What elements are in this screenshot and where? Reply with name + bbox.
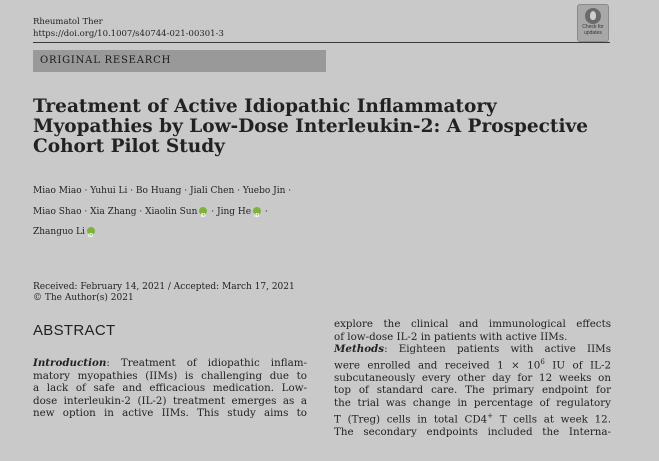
authors-line-2c: · <box>262 206 268 217</box>
methods-label: Methods <box>334 343 385 356</box>
abstract-line: of low-dose IL-2 in patients with active IIMs. <box>334 330 568 343</box>
superscript: 6 <box>540 357 545 366</box>
abstract-line: subcutaneously every other day for 12 weeks on <box>334 371 611 384</box>
abstract-line: top of standard care. The primary endpoint for <box>334 384 611 397</box>
orcid-icon[interactable] <box>199 207 207 215</box>
title-line-1: Treatment of Active Idiopathic Inflammatory <box>33 96 497 117</box>
line-text: T cells at week 12. <box>493 413 611 425</box>
check-for-updates-badge[interactable] <box>577 4 609 42</box>
article-type-banner: ORIGINAL RESEARCH <box>33 50 326 72</box>
abstract-line: the trial was change in percentage of regulatory <box>334 396 611 409</box>
badge-line2: updates <box>584 29 602 36</box>
title-line-3: Cohort Pilot Study <box>33 136 225 157</box>
line-text: : Treatment of idiopathic inflam- <box>106 357 307 369</box>
abstract-line <box>334 356 611 372</box>
line-text: IU of IL-2 <box>544 359 611 372</box>
line-text: were enrolled and received 1 × 10 <box>334 359 541 372</box>
authors-line-2 <box>33 202 373 223</box>
journal-header <box>33 16 224 40</box>
authors-line-1: Miao Miao · Yuhui Li · Bo Huang · Jiali Chen · Yuebo Jin · <box>33 186 292 196</box>
authors-line-2b: · Jing He <box>208 206 252 217</box>
copyright: © The Author(s) 2021 <box>33 292 134 303</box>
title-line-2: Myopathies by Low-Dose Interleukin-2: A Prospective <box>33 116 589 137</box>
abstract-line: The secondary endpoints included the Interna- <box>334 425 611 438</box>
abstract-line <box>334 343 611 356</box>
author-list <box>33 181 373 243</box>
received-accepted: Received: February 14, 2021 / Accepted: March 17, 2021 <box>33 282 295 292</box>
orcid-icon[interactable] <box>253 207 261 215</box>
superscript: + <box>487 411 493 420</box>
header-divider <box>33 42 610 43</box>
abstract-line <box>334 410 611 426</box>
abstract-column-1 <box>33 357 307 420</box>
article-title <box>33 97 593 157</box>
introduction-label: Introduction <box>33 357 107 369</box>
authors-line-2a: Miao Shao · Xia Zhang · Xiaolin Sun <box>33 206 198 217</box>
badge-line1: Check for <box>582 24 604 30</box>
abstract-line <box>33 357 307 370</box>
abstract-line: a lack of safe and efficacious medication. Low- <box>33 382 307 395</box>
article-dates <box>33 282 295 303</box>
abstract-line: matory myopathies (IIMs) is challenging due to <box>33 369 307 382</box>
abstract-line: new option in active IIMs. This study aims to <box>33 407 307 420</box>
author-last: Zhanguo Li <box>33 227 85 237</box>
orcid-icon[interactable] <box>87 227 95 235</box>
abstract-line: explore the clinical and immunological effects <box>334 318 611 330</box>
line-text: : Eighteen patients with active IIMs <box>384 343 611 356</box>
abstract-line: dose interleukin-2 (IL-2) treatment emerges as a <box>33 394 307 407</box>
doi-link[interactable]: https://doi.org/10.1007/s40744-021-00301-3 <box>33 29 224 39</box>
abstract-column-2 <box>334 318 611 438</box>
journal-name: Rheumatol Ther <box>33 17 103 27</box>
abstract-heading: ABSTRACT <box>33 322 116 339</box>
check-updates-icon <box>585 8 601 24</box>
line-text: T (Treg) cells in total CD4 <box>334 413 488 425</box>
